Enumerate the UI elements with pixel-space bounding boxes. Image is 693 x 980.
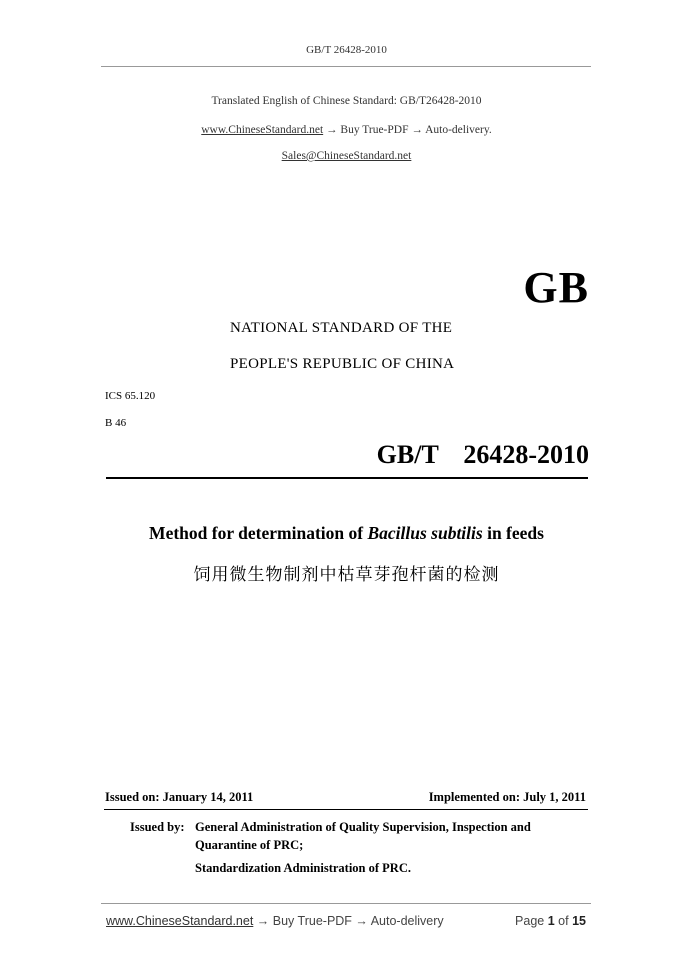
issued-date: Issued on: January 14, 2011 (105, 790, 254, 804)
issuer-1-line2: Quarantine of PRC; (195, 838, 304, 852)
page-current: 1 (547, 914, 555, 928)
page-label: Page (515, 914, 545, 928)
running-header: GB/T 26428-2010 (306, 44, 387, 56)
footer-left (106, 914, 444, 928)
implemented-date: Implemented on: July 1, 2011 (428, 790, 586, 804)
footer-divider (101, 903, 591, 904)
title-suffix: in feeds (482, 523, 544, 543)
title-organism: Bacillus subtilis (367, 523, 483, 543)
footer-site-link[interactable]: www.ChineseStandard.net (106, 914, 254, 928)
dates-rule (104, 809, 588, 810)
purchase-line (0, 124, 693, 136)
ics-code: ICS 65.120 (105, 390, 156, 402)
footer-purchase-text: → Buy True-PDF → Auto-delivery (253, 914, 444, 928)
email-line (0, 150, 693, 162)
issuer-2: Standardization Administration of PRC. (195, 861, 411, 875)
issuer-1-line1: General Administration of Quality Supervision, Inspection and (195, 820, 531, 834)
national-standard-line2: PEOPLE'S REPUBLIC OF CHINA (230, 356, 455, 372)
translation-note: Translated English of Chinese Standard: GB/T26428-2010 (211, 95, 482, 107)
title-english (0, 523, 693, 544)
national-standard-line1: NATIONAL STANDARD OF THE (230, 320, 453, 336)
title-prefix: Method for determination of (149, 523, 368, 543)
page-total: 15 (572, 914, 586, 928)
standard-number-rule (106, 477, 588, 479)
issued-by-label: Issued by: (130, 820, 185, 834)
page-indicator (515, 914, 586, 928)
title-chinese: 饲用微生物制剂中枯草芽孢杆菌的检测 (193, 565, 500, 585)
site-link[interactable]: www.ChineseStandard.net (201, 124, 324, 136)
ccs-code: B 46 (105, 417, 127, 429)
purchase-text: → Buy True-PDF → Auto-delivery. (323, 124, 492, 136)
standard-number: GB/T 26428-2010 (376, 440, 589, 469)
page-of: of (558, 914, 569, 928)
email-link[interactable]: Sales@ChineseStandard.net (281, 150, 412, 162)
gb-mark: GB (523, 263, 589, 312)
header-divider (101, 66, 591, 67)
